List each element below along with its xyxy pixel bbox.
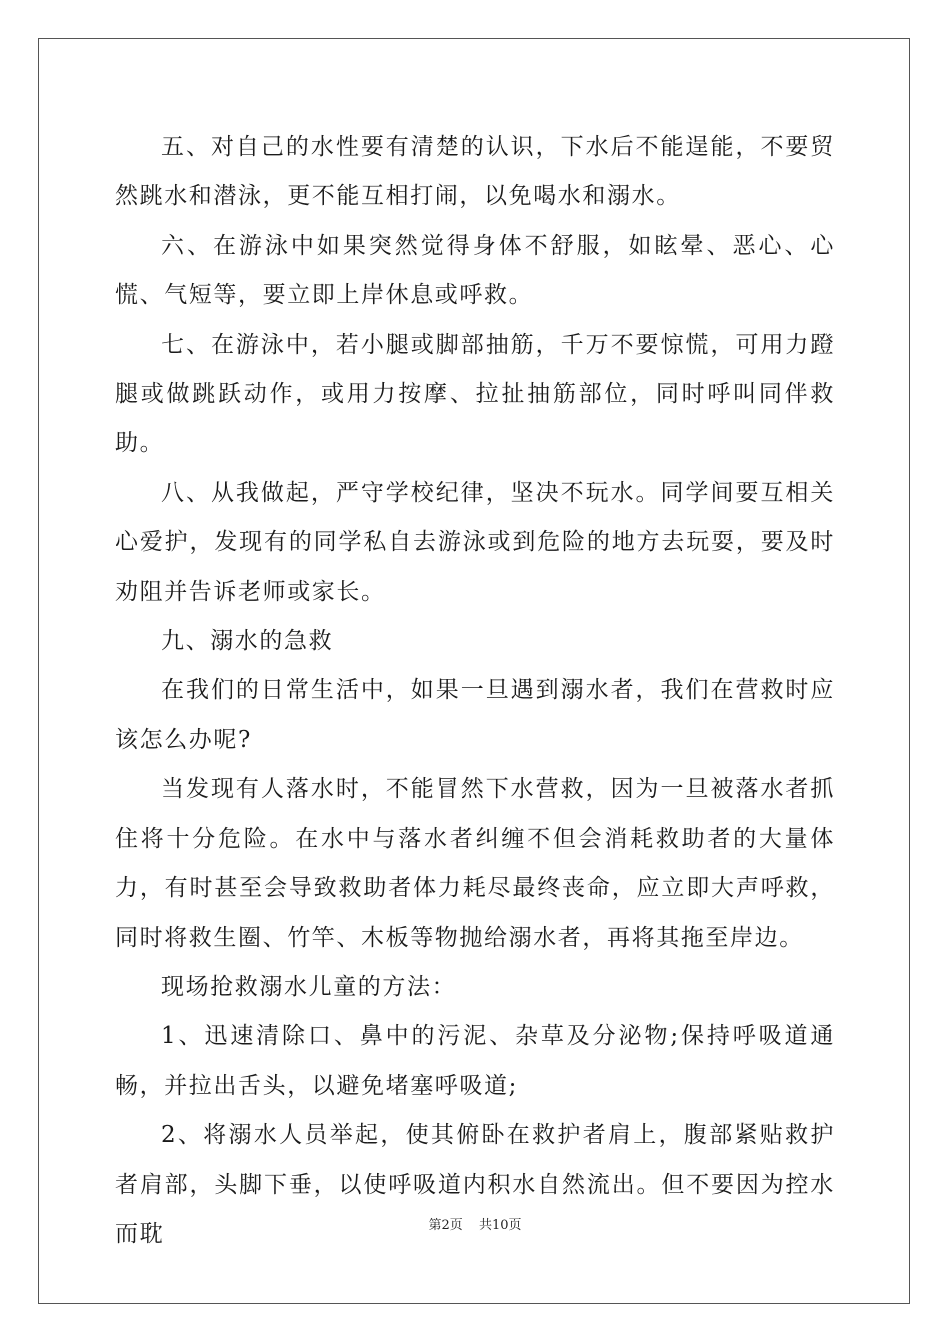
paragraph-method-2: 2、将溺水人员举起，使其俯卧在救护者肩上，腹部紧贴救护者肩部，头脚下垂，以使呼吸道内积水自然流出。但不要因为控水而耽 <box>115 1122 835 1247</box>
paragraph-rescue-question: 在我们的日常生活中，如果一旦遇到溺水者，我们在营救时应该怎么办呢? <box>115 677 835 753</box>
paragraph-method-heading: 现场抢救溺水儿童的方法： <box>161 973 457 1000</box>
paragraph-rescue-advice: 当发现有人落水时，不能冒然下水营救，因为一旦被落水者抓住将十分危险。在水中与落水者纠缠不但会消耗救助者的大量体力，有时甚至会导致救助者体力耗尽最终丧命，应立即大声呼救，同时将救生圈、竹竿、木板等物抛给溺水者，再将其拖至岸边。 <box>115 776 835 951</box>
document-body <box>115 123 835 1259</box>
paragraph-6: 六、在游泳中如果突然觉得身体不舒服，如眩晕、恶心、心慌、气短等，要立即上岸休息或呼救。 <box>115 232 835 309</box>
paragraph-8: 八、从我做起，严守学校纪律，坚决不玩水。同学间要互相关心爱护，发现有的同学私自去游泳或到危险的地方去玩耍，要及时劝阻并告诉老师或家长。 <box>115 479 835 605</box>
section-heading-9: 九、溺水的急救 <box>161 628 334 655</box>
paragraph-5: 五、对自己的水性要有清楚的认识，下水后不能逞能，不要贸然跳水和潜泳，更不能互相打闹，以免喝水和溺水。 <box>115 134 835 210</box>
paragraph-method-1: 1、迅速清除口、鼻中的污泥、杂草及分泌物;保持呼吸道通畅，并拉出舌头，以避免堵塞呼吸道; <box>115 1023 835 1099</box>
paragraph-7: 七、在游泳中，若小腿或脚部抽筋，千万不要惊慌，可用力蹬腿或做跳跃动作，或用力按摩、拉扯抽筋部位，同时呼叫同伴救助。 <box>115 331 835 457</box>
page-footer <box>0 1214 950 1233</box>
page-total: 共10页 <box>478 1218 522 1233</box>
page-number: 第2页 <box>428 1218 463 1233</box>
